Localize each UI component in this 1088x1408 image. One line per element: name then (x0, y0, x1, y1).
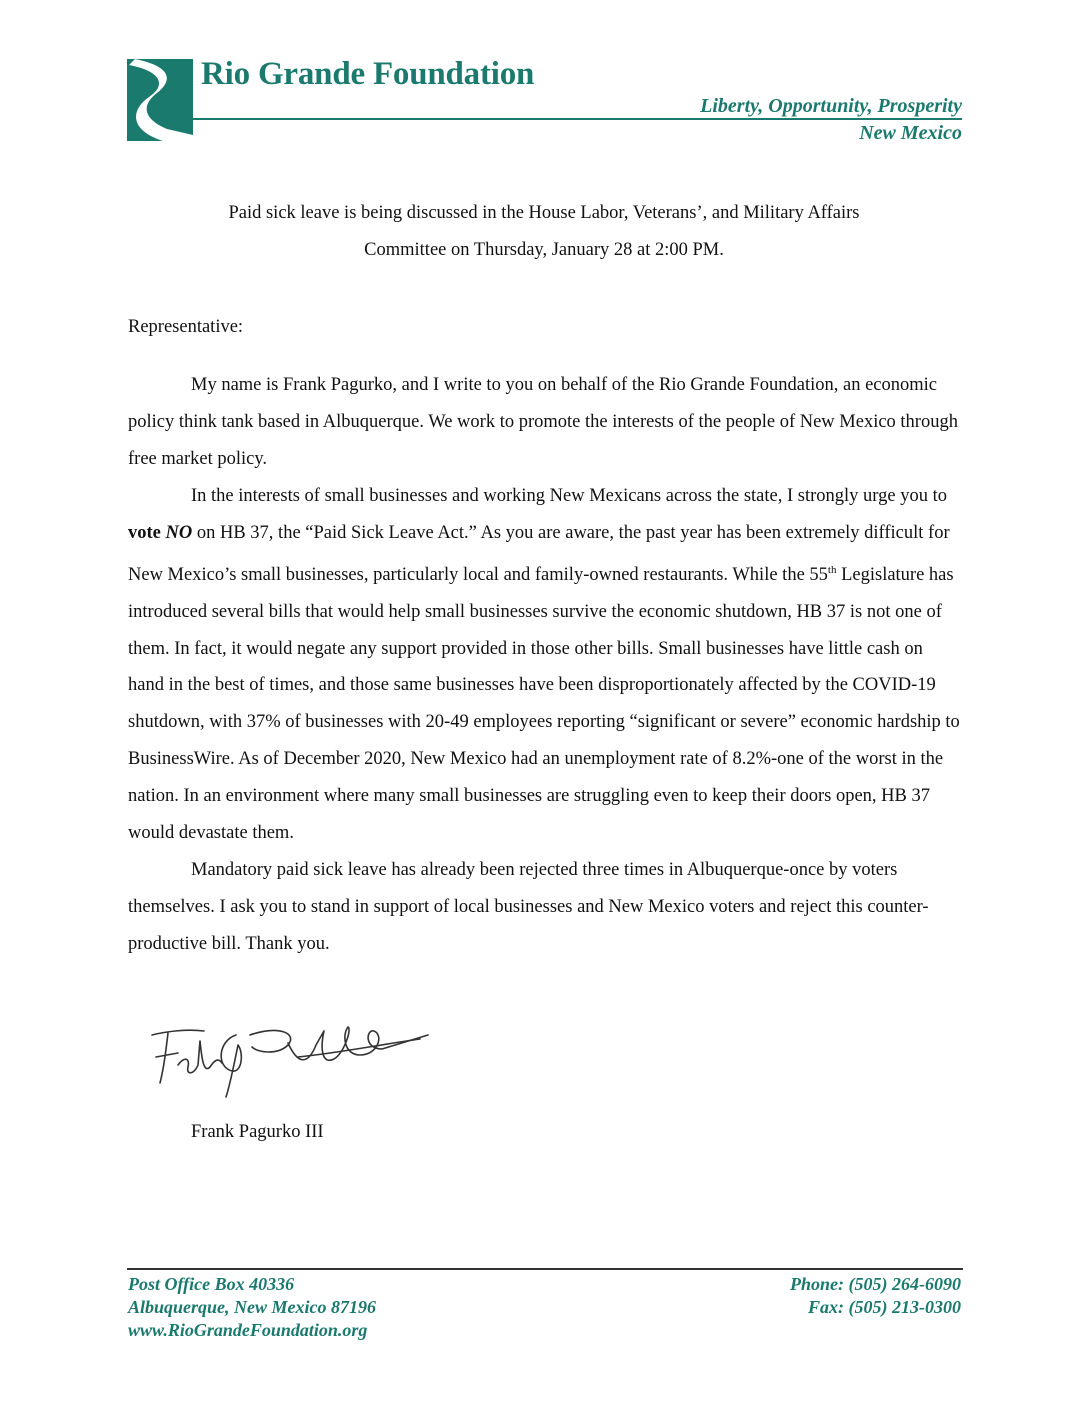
no-emphasis: NO (165, 522, 193, 543)
header-divider (193, 118, 962, 120)
vote-emphasis: vote (128, 522, 161, 543)
fax-number: Fax: (505) 213-0300 (808, 1297, 961, 1317)
p2-text-b: on HB 37, the “Paid Sick Leave Act.” As you are aware, the past year has been extremely difficult for New Mexico’s small businesses, particularly local and family-owned restaurants. While the 55 (128, 522, 950, 585)
p2-text-a: In the interests of small businesses and working New Mexicans across the state, I strongly urge you to (191, 485, 947, 506)
paragraph-argument (128, 478, 962, 852)
notice-line-2: Committee on Thursday, January 28 at 2:00 PM. (364, 240, 724, 260)
letter-body (128, 367, 962, 963)
footer-address (128, 1273, 376, 1342)
salutation: Representative: (128, 317, 244, 337)
rio-grande-logo (127, 59, 193, 141)
paragraph-intro: My name is Frank Pagurko, and I write to you on behalf of the Rio Grande Foundation, an economic policy think tank based in Albuquerque. We work to promote the interests of the people of New Mexico through free market policy. (128, 375, 958, 469)
phone-number: Phone: (505) 264-6090 (790, 1274, 961, 1294)
handwritten-signature (138, 1005, 438, 1100)
ordinal-suffix: th (827, 563, 837, 576)
address-line-2: Albuquerque, New Mexico 87196 (128, 1297, 377, 1317)
region-label: New Mexico (859, 122, 962, 144)
signer-name: Frank Pagurko III (191, 1122, 324, 1142)
org-name: Rio Grande Foundation (201, 56, 535, 92)
address-line-1: Post Office Box 40336 (128, 1274, 295, 1294)
footer-contact (790, 1273, 961, 1319)
website-link[interactable]: www.RioGrandeFoundation.org (128, 1320, 368, 1340)
notice-line-1: Paid sick leave is being discussed in the House Labor, Veterans’, and Military Affairs (228, 203, 860, 223)
hearing-notice (128, 195, 960, 269)
paragraph-closing: Mandatory paid sick leave has already been rejected three times in Albuquerque-once by voters themselves. I ask you to stand in support of local businesses and New Mexico voters and reject this counter-productive bill. Thank you. (128, 859, 929, 954)
tagline: Liberty, Opportunity, Prosperity (700, 95, 962, 117)
footer-divider (127, 1268, 963, 1270)
p2-text-c: Legislature has introduced several bills that would help small businesses survive the economic shutdown, HB 37 is not one of them. In fact, it would negate any support provided in those other bills. Small businesses have little cash on hand in the best of times, and those same businesses have been disproportionately affected by the COVID-19 shutdown, with 37% of businesses with 20-49 employees reporting “significant or severe” economic hardship to BusinessWire. As of December 2020, New Mexico had an unemployment rate of 8.2%-one of the worst in the nation. In an environment where many small businesses are struggling even to keep their doors open, HB 37 would devastate them. (128, 564, 960, 844)
